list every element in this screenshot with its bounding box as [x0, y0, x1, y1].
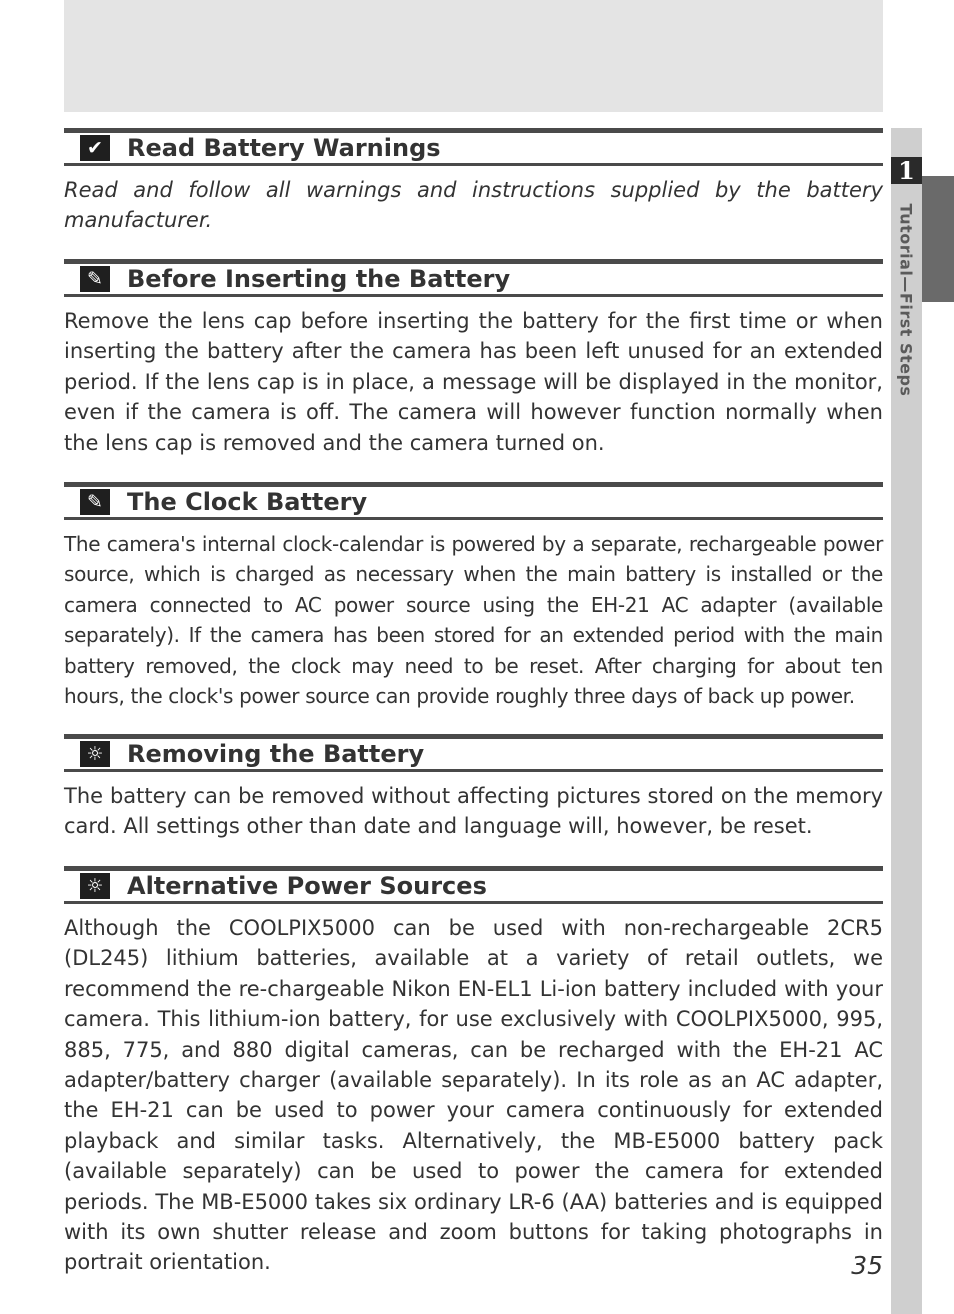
section-header	[64, 128, 883, 166]
section-read-battery-warnings	[64, 128, 883, 236]
section-title: Alternative Power Sources	[127, 872, 487, 900]
section-body: Although the COOLPIX5000 can be used with non-rechargeable 2CR5 (DL245) lithium batteries, available at a variety of retail outlets, we recommend the re-chargeable Nikon EN-EL1 Li-ion battery included with your camera. This lithium-ion battery, for use exclusively with COOLPIX5000, 995, 885, 775, and 880 digital cameras, can be recharged with the EH-21 AC adapter/battery charger (available separately). In its role as an AC adapter, the EH-21 can be used to power your camera continuously for extended playback and similar tasks. Alternatively, the MB-E5000 battery pack (available separately) can be used to power the camera for extended periods. The MB-E5000 takes six ordinary LR-6 (AA) batteries and is equipped with its own shutter release and zoom buttons for taking photographs in portrait orientation.	[64, 916, 883, 1275]
section-title: The Clock Battery	[127, 488, 368, 516]
section-header	[64, 866, 883, 904]
section-title: Read Battery Warnings	[127, 134, 441, 162]
section-clock-battery	[64, 482, 883, 711]
chapter-side-tab	[922, 176, 954, 302]
section-body: The camera's internal clock-calendar is powered by a separate, rechargeable power source, which is charged as necessary when the main battery is installed or the camera connected to AC power source using the EH-21 AC adapter (available separately). If the camera has been stored for an extended period with the main battery removed, the clock may need to be reset. After charging for about ten hours, the clock's power source can provide roughly three days of back up power.	[64, 532, 883, 709]
section-header	[64, 259, 883, 297]
header-gray-block	[64, 0, 883, 112]
section-alternative-power-sources	[64, 866, 883, 1278]
pencil-note-icon: ✎	[80, 266, 110, 292]
section-body: The battery can be removed without affecting pictures stored on the memory card. All settings other than date and language will, however, be reset.	[64, 784, 883, 839]
section-header	[64, 734, 883, 772]
section-body: Remove the lens cap before inserting the battery for the first time or when inserting the battery after the camera has been left unused for an extended period. If the lens cap is in place, a message will be displayed in the monitor, even if the camera is off. The camera will however function normally when the lens cap is removed and the camera turned on.	[64, 309, 883, 455]
chapter-label: Tutorial—First Steps	[896, 203, 916, 397]
section-header	[64, 482, 883, 520]
pencil-note-icon: ✎	[80, 489, 110, 515]
section-title: Before Inserting the Battery	[127, 265, 511, 293]
section-body: Read and follow all warnings and instructions supplied by the battery manufacturer.	[64, 178, 883, 233]
page-number: 35	[851, 1251, 883, 1280]
tip-icon: ☼	[80, 873, 110, 899]
chapter-number: 1	[891, 157, 922, 184]
section-before-inserting-battery	[64, 259, 883, 458]
tip-icon: ☼	[80, 741, 110, 767]
section-title: Removing the Battery	[127, 740, 425, 768]
section-removing-battery	[64, 734, 883, 842]
checkmark-icon: ✔	[80, 135, 110, 161]
